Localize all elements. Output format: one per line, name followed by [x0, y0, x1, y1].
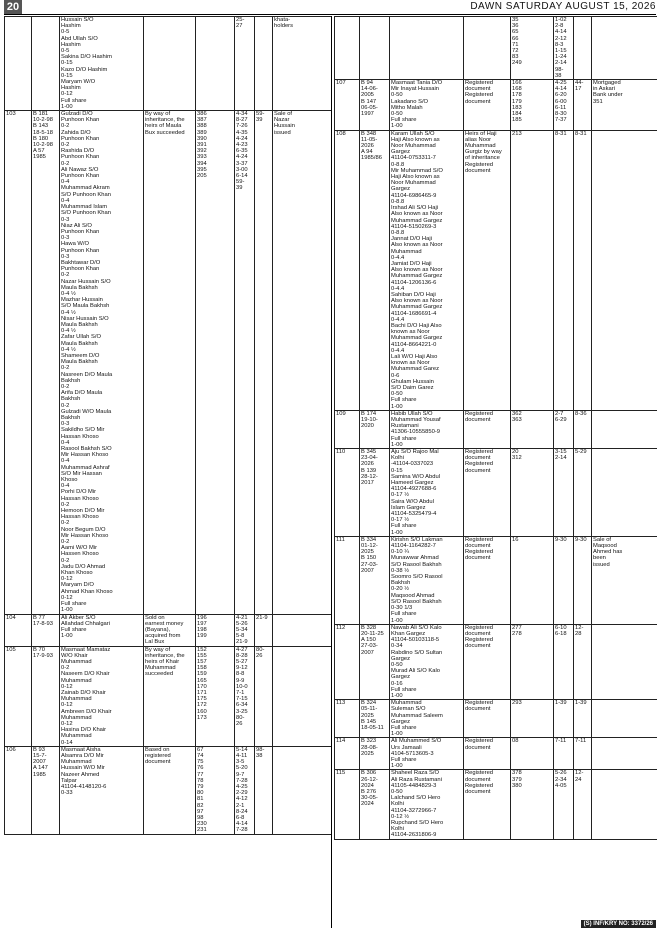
- ref-date-cell: B 77 17-8-93: [32, 614, 60, 646]
- remarks-cell: Mortgaged in Askari Bank under 351: [592, 80, 658, 131]
- survey-nos-cell: 362 363: [511, 410, 554, 448]
- remarks-cell: [592, 130, 658, 410]
- owners-cell: Masmaat Tania D/O Mir Inayat Hussain 0-50 Lakadano S/O Mitho Malah 0-50 Full share 1-00: [390, 80, 464, 131]
- area-cell: 6-10 6-18: [554, 624, 574, 699]
- survey-nos-cell: 293: [511, 700, 554, 738]
- page-header: [4, 0, 656, 15]
- ref-date-cell: B 174 19-10- 2020: [360, 410, 390, 448]
- remarks-cell: [592, 410, 658, 448]
- entry-no-cell: [5, 17, 32, 111]
- table-row: [5, 646, 332, 746]
- mode-acquisition-cell: Based on registered document: [144, 746, 196, 834]
- total-area-cell: 9-30: [574, 536, 592, 624]
- mode-acquisition-cell: Sold on earnest money (Bayana), acquired from Lal Bux: [144, 614, 196, 646]
- total-area-cell: 1-39: [574, 700, 592, 738]
- table-row: [335, 624, 658, 699]
- remarks-cell: [592, 624, 658, 699]
- survey-nos-cell: 213: [511, 130, 554, 410]
- survey-nos-cell: 277 278: [511, 624, 554, 699]
- area-cell: 4-27 8-28 5-27 9-12 8-8 9-9 10-0 7-1 7-15 6-34 3-25 80- 26: [235, 646, 255, 746]
- area-cell: 4-34 8-27 7-26 4-35 4-24 4-23 6-35 4-24 3-37 3-00 6-14 59- 39: [235, 111, 255, 614]
- ref-date-cell: B 328 20-11-25 A 150 27-03- 2007: [360, 624, 390, 699]
- remarks-cell: [592, 700, 658, 738]
- mode-acquisition-cell: Registered document: [464, 410, 511, 448]
- table-row: [5, 17, 332, 111]
- remarks-cell: [592, 738, 658, 770]
- area-cell: 1-39: [554, 700, 574, 738]
- total-area-cell: 21-9: [255, 614, 273, 646]
- remarks-cell: [273, 646, 332, 746]
- ref-date-cell: B 324 05-11- 2025 B 145 18-05-11: [360, 700, 390, 738]
- right-column: [334, 16, 657, 928]
- ref-date-cell: B 334 01-12- 2025 B 150 27-03- 2007: [360, 536, 390, 624]
- owners-cell: [390, 17, 464, 80]
- owners-cell: Muhammad Suleman S/O Muhammad Saleem Gargez Full share 1-00: [390, 700, 464, 738]
- survey-nos-cell: 166 168 178 179 183 184 185: [511, 80, 554, 131]
- area-cell: 5-14 4-11 3-5 5-20 9-7 7-28 4-25 2-29 4-12 2-1 8-24 6-8 4-14 7-28: [235, 746, 255, 834]
- area-cell: 8-31: [554, 130, 574, 410]
- total-area-cell: 8-31: [574, 130, 592, 410]
- total-area-cell: 59- 39: [255, 111, 273, 614]
- survey-nos-cell: 378 379 380: [511, 770, 554, 839]
- entry-no-cell: 115: [335, 770, 360, 839]
- remarks-cell: [273, 746, 332, 834]
- total-area-cell: [255, 17, 273, 111]
- survey-nos-cell: 67 74 75 76 77 78 79 80 81 82 97 98 230 231: [196, 746, 235, 834]
- remarks-cell: Sale of Maqsood Ahmed has been issued: [592, 536, 658, 624]
- table-row: [335, 770, 658, 839]
- owners-cell: Karam Ullah S/O Haji Also known as Noor Muhammad Gargez 41104-0753311-7 0-8.8 Mir Muhammad S/O Haji Also known as Noor Muhammad Gargez 41104-6986465-9 0-8.8 Irshad Ali S/O Haji Also known as Noor Muhammad Gargez 41104-5150269-3 0-8.8 Jannat D/O Haji Also known as Noor Muhammad 0-4.4 Jamiat D/O Haji Also known as Noor Muhammad Gargez 41104-1206136-6 0-4.4 Sahiban D/O Haji Also known as Noor Muhammad Gargez 41104-1686691-4 0-4.4 Bachi D/O Haji Also known as Noor Muhammad Gargez 41104-8664221-0 0-4.4 Lali W/O Haji Also known as Noor Muhammad Garez 0-6 Ghulam Hussain S/O Daim Garez 0-50 Full share 1-00: [390, 130, 464, 410]
- area-cell: 1-02 2-8 4-14 2-12 8-3 1-15 1-24 2-14 98- 38: [554, 17, 574, 80]
- table-row: [335, 410, 658, 448]
- entry-no-cell: 112: [335, 624, 360, 699]
- area-cell: 2-7 6-29: [554, 410, 574, 448]
- owners-cell: Ali Muhammed S/O Urs Jamaali 4104-5713605-3 Full share 1-00: [390, 738, 464, 770]
- left-column: [4, 16, 332, 928]
- table-row: [335, 17, 658, 80]
- entry-no-cell: 106: [5, 746, 32, 834]
- owners-cell: Masmaat Aisha Alsamra D/O Mir Muhammad Hussain W/O Mir Nazeer Ahmed Talpar 41104-4148120-6 0-33: [60, 746, 144, 834]
- table-row: [5, 746, 332, 834]
- mode-acquisition-cell: Registered document: [464, 738, 511, 770]
- left-table: [4, 16, 332, 835]
- footer-ref: (S) INF/KRY NO: 3372/26: [581, 920, 656, 928]
- area-cell: 4-21 5-26 5-34 5-8 21-9: [235, 614, 255, 646]
- mode-acquisition-cell: Registered document: [464, 700, 511, 738]
- owners-cell: Ali Akber S/O Allahdad Chhalgari Full share 1-00: [60, 614, 144, 646]
- ref-date-cell: B 181 10-2-98 B 143 18-5-18 B 180 10-2-98 A 57 1985: [32, 111, 60, 614]
- mode-acquisition-cell: [144, 17, 196, 111]
- survey-nos-cell: 35 36 65 66 71 72 83 249: [511, 17, 554, 80]
- survey-nos-cell: 16: [511, 536, 554, 624]
- ref-date-cell: B 323 28-08- 2025: [360, 738, 390, 770]
- owners-cell: Habib Ullah S/O Muhammad Yousaf Rustamani 41306-10555850-9 Full share 1-00: [390, 410, 464, 448]
- ref-date-cell: B 306 26-12- 2024 B 276 30-05- 2024: [360, 770, 390, 839]
- total-area-cell: 12- 24: [574, 770, 592, 839]
- mode-acquisition-cell: By way of inheritance, the heirs of Khair Muhammad succeeded: [144, 646, 196, 746]
- remarks-cell: [592, 449, 658, 537]
- remarks-cell: [592, 770, 658, 839]
- owners-cell: Shaheel Raza S/O Ali Raza Rustamani 41105-4484829-3 0-50 Lalchand S/O Hero Kolhi 41104-3272966-7 0-12 ½ Rupchand S/O Hero Kolhi 41104-2631806-9: [390, 770, 464, 839]
- table-row: [5, 111, 332, 614]
- masthead: DAWN SATURDAY AUGUST 15, 2026: [470, 1, 656, 12]
- total-area-cell: 44- 17: [574, 80, 592, 131]
- area-cell: 9-30: [554, 536, 574, 624]
- right-table: [334, 16, 657, 840]
- area-cell: 3-15 2-14: [554, 449, 574, 537]
- survey-nos-cell: 386 387 388 389 390 391 392 393 394 395 205: [196, 111, 235, 614]
- owners-cell: Kirishn S/O Lakman 41104-1164282-7 0-10 ¼ Munawwar Ahmad S/O Rasool Bakhsh 0-38 ½ Soomro S/O Rasool Bakhsh 0-20 ½ Maqsood Ahmad S/O Rasool Bakhsh 0-30 1/3 Full share 1-00: [390, 536, 464, 624]
- entry-no-cell: [335, 17, 360, 80]
- table-row: [335, 80, 658, 131]
- entry-no-cell: 109: [335, 410, 360, 448]
- entry-no-cell: 104: [5, 614, 32, 646]
- entry-no-cell: 114: [335, 738, 360, 770]
- survey-nos-cell: 152 155 157 158 159 165 170 171 175 172 160 173: [196, 646, 235, 746]
- total-area-cell: 8-36: [574, 410, 592, 448]
- page-number: 20: [4, 0, 22, 14]
- entry-no-cell: 110: [335, 449, 360, 537]
- survey-nos-cell: 08: [511, 738, 554, 770]
- ref-date-cell: B 70 17-9-93: [32, 646, 60, 746]
- entry-no-cell: 113: [335, 700, 360, 738]
- area-cell: 5-26 2-34 4-05: [554, 770, 574, 839]
- mode-acquisition-cell: Heirs of Haji alias Noor Muhammad Gurgiz by way of inheritance Registered document: [464, 130, 511, 410]
- area-cell: 25- 27: [235, 17, 255, 111]
- remarks-cell: khata- holders: [273, 17, 332, 111]
- ref-date-cell: B 348 11-05- 2026 A 94 1985/86: [360, 130, 390, 410]
- ref-date-cell: B 345 23-04- 2026 B 139 28-12- 2017: [360, 449, 390, 537]
- remarks-cell: [592, 17, 658, 80]
- mode-acquisition-cell: Registered document Registered document: [464, 80, 511, 131]
- mode-acquisition-cell: Registered document Registered document: [464, 624, 511, 699]
- mode-acquisition-cell: Registered document Registered document: [464, 536, 511, 624]
- owners-cell: Aju S/O Rajoo Mal Kolhi -41104-0337023 0-15 Samina W/O Abdul Hameed Gargez 41104-4927688-6 0-17 ½ Saira W/O Abdul Islam Gargez 41104-5325479-4 0-17 ½ Full share 1-00: [390, 449, 464, 537]
- entry-no-cell: 107: [335, 80, 360, 131]
- mode-acquisition-cell: Registered document Registered document: [464, 770, 511, 839]
- area-cell: 4-25 4-14 6-20 6-00 6-11 8-30 7-37: [554, 80, 574, 131]
- entry-no-cell: 105: [5, 646, 32, 746]
- ref-date-cell: [32, 17, 60, 111]
- survey-nos-cell: 196 197 198 199: [196, 614, 235, 646]
- table-row: [335, 536, 658, 624]
- survey-nos-cell: 20 312: [511, 449, 554, 537]
- total-area-cell: 5-29: [574, 449, 592, 537]
- mode-acquisition-cell: [464, 17, 511, 80]
- mode-acquisition-cell: Registered document Registered document: [464, 449, 511, 537]
- owners-cell: Hussain S/O Hashim 0-5 Abd Ullah S/O Hashim 0-5 Sakina D/O Hashim 0-15 Kazo D/O Hashim 0-15 Maryam W/O Hashim 0-12 Full share 1-00: [60, 17, 144, 111]
- ref-date-cell: [360, 17, 390, 80]
- table-row: [335, 738, 658, 770]
- table-row: [335, 700, 658, 738]
- total-area-cell: 80- 26: [255, 646, 273, 746]
- table-row: [335, 449, 658, 537]
- total-area-cell: 12- 28: [574, 624, 592, 699]
- table-row: [5, 614, 332, 646]
- mode-acquisition-cell: By way of inheritance, the heirs of Maula Bux succeeded: [144, 111, 196, 614]
- remarks-cell: [273, 614, 332, 646]
- ref-date-cell: B 93 15-7- 2007 A 147 1985: [32, 746, 60, 834]
- owners-cell: Masmaat Mamataz W/O Khair Muhammad 0-2 Naseem D/O Khair Muhammad 0-12 Zainab D/O Khair Muhammad 0-12 Ambreen D/O Khair Muhammad 0-12 Hasina D/O Khair Muhammad 0-14: [60, 646, 144, 746]
- table-row: [335, 130, 658, 410]
- area-cell: 7-11: [554, 738, 574, 770]
- ref-date-cell: B 94 14-06- 2005 B 147 06-05- 1997: [360, 80, 390, 131]
- entry-no-cell: 103: [5, 111, 32, 614]
- total-area-cell: 7-11: [574, 738, 592, 770]
- owners-cell: Nawab Ali S/O Kalo Khan Gargez 41104-50103118-5 0-34 Rabdino S/O Sultan Gargez 0-50 Murad Ali S/O Kalo Gargez 0-16 Full share 1-00: [390, 624, 464, 699]
- entry-no-cell: 108: [335, 130, 360, 410]
- entry-no-cell: 111: [335, 536, 360, 624]
- total-area-cell: [574, 17, 592, 80]
- survey-nos-cell: [196, 17, 235, 111]
- remarks-cell: Sale of Nazar Hussain issued: [273, 111, 332, 614]
- owners-cell: Gulzadi D/O Punhoon Khan 0-2 Zahida D/O Punhoon Khan 0-2 Rashida D/O Punhoon Khan 0-2 Ali Nawaz S/O Punhoon Khan 0-4 Muhammad Akram S/O Punhoon Khan 0-4 Muhammad Islam S/O Punhoon Khan 0-3 Niaz Ali S/O Punhoon Khan 0-3 Hawa W/O Punhoon Khan 0-3 Bakhtawar D/O Punhoon Khan 0-2 Nazar Hussain S/O Maula Bakhsh 0-4 ½ Mazhar Hussain S/O Maula Bakhsh 0-4 ½ Nisar Hussain S/O Maula Bakhsh 0-4 ½ Zafar Ullah S/O Maula Bakhsh 0-4 ½ Shameem D/O Maula Bakhsh 0-2 Nasreen D/O Maula Bakhsh 0-2 Arifa D/O Maula Bakhsh 0-2 Gulzadi W/O Maula Bakhsh 0-3 Sakildho S/O Mir Hassan Khoso 0-4 Rasool Bakhsh S/O Mir Hassan Khoso 0-4 Muhammad Ashraf S/O Mir Hassan Khoso 0-4 Porhi D/O Mir Hassan Khoso 0-2 Hemoon D/O Mir Hassan Khoso 0-2 Noor Begum D/O Mir Hassan Khoso 0-2 Aami W/O Mir Hassen Khoso 0-2 Jadu D/O Ahmad Khan Khoso 0-12 Maryam D/O Ahmad Khan Khoso 0-12 Full share 1-00: [60, 111, 144, 614]
- total-area-cell: 98- 38: [255, 746, 273, 834]
